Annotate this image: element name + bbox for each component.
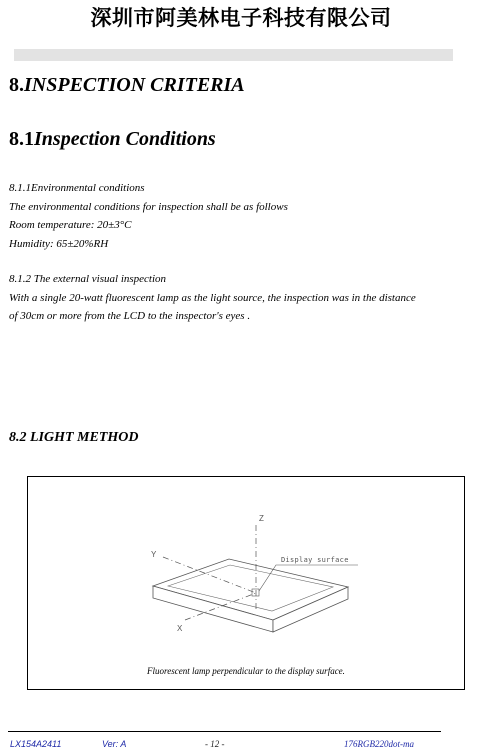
light-method-figure: [27, 476, 465, 690]
subsection-heading: [9, 128, 216, 151]
light-method-heading: 8.2 LIGHT METHOD: [9, 430, 139, 445]
x-axis-label: X: [177, 624, 183, 633]
visual-section: [9, 270, 416, 326]
z-axis-label: Z: [259, 514, 264, 523]
footer-version: Ver: A: [102, 739, 127, 749]
section-title: INSPECTION CRITERIA: [24, 74, 245, 96]
humidity: Humidity: 65±20%RH: [9, 237, 109, 250]
display-surface-callout: Display surface: [281, 556, 349, 564]
subsection-number: 8.1: [9, 128, 34, 150]
footer-spec: 176RGB220dot-ma: [344, 739, 414, 749]
environmental-line: The environmental conditions for inspection shall be as follows: [9, 200, 288, 213]
figure-caption: Fluorescent lamp perpendicular to the display surface.: [147, 666, 345, 676]
header-bar: [14, 49, 453, 61]
section-heading: [9, 74, 245, 97]
footer-rule: [8, 731, 441, 732]
footer-model: LX154A2411: [10, 739, 62, 749]
room-temperature: Room temperature: 20±3°C: [9, 219, 132, 231]
environmental-section: [9, 179, 288, 253]
visual-line: of 30cm or more from the LCD to the inspector's eyes .: [9, 310, 251, 322]
visual-heading: 8.1.2 The external visual inspection: [9, 273, 167, 285]
environmental-heading: 8.1.1Environmental conditions: [9, 182, 145, 194]
visual-line: With a single 20-watt fluorescent lamp as the light source, the inspection was in the distance: [9, 291, 416, 304]
section-number: 8.: [9, 74, 24, 96]
footer-page-number: - 12 -: [205, 739, 225, 749]
company-name: 深圳市阿美林电子科技有限公司: [90, 6, 392, 30]
inspection-diagram: [28, 477, 464, 689]
subsection-title: Inspection Conditions: [34, 128, 216, 150]
y-axis-label: Y: [151, 550, 157, 559]
